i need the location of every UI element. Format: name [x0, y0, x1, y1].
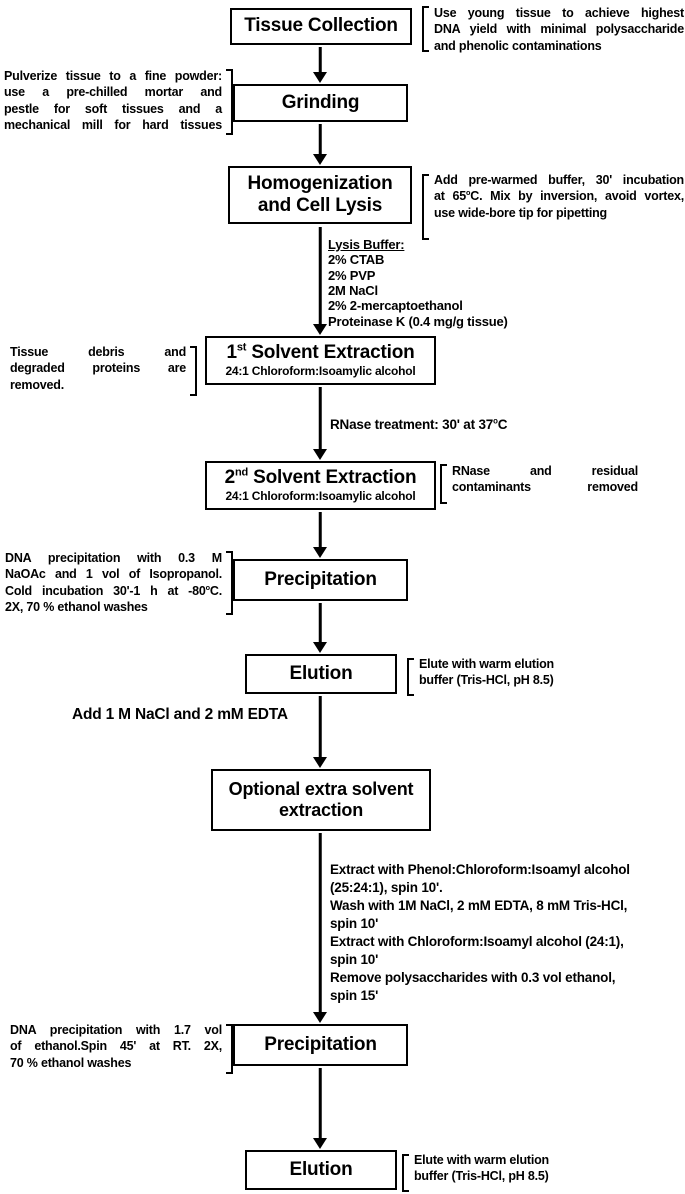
text-line: Elute with warm elution — [414, 1153, 549, 1167]
bracket-extraction1-note — [190, 346, 197, 396]
arrow-grinding-to-homogenization — [312, 124, 328, 165]
box-grinding — [233, 84, 408, 122]
text-line: spin 10' — [330, 951, 379, 967]
bracket-elution2-note — [402, 1154, 409, 1192]
arrow-elution1-to-optional-extraction — [312, 696, 328, 768]
box-title: Tissue Collection — [244, 15, 398, 37]
lysis-buffer-heading: Lysis Buffer: — [328, 237, 405, 252]
lysis-buffer-items — [328, 252, 508, 329]
text-line: mechanical mill for hard tissues — [4, 117, 222, 132]
box-precipitation-2 — [233, 1024, 408, 1066]
text-line: spin 15' — [330, 987, 379, 1003]
text-line: NaOAc and 1 vol of Isopropanol. — [5, 567, 222, 582]
text-line: Use young tissue to achieve highest — [434, 6, 684, 20]
text-line: Homogenization — [247, 172, 393, 194]
text-line: extraction — [278, 800, 364, 820]
box-precipitation-1 — [233, 559, 408, 601]
label-rnase-treatment: RNase treatment: 30' at 37$^o$C — [330, 416, 508, 432]
label-lysis-buffer — [328, 237, 508, 329]
text-line: DNA yield with minimal polysaccharide — [434, 22, 684, 37]
text-line: 2X, 70 % ethanol washes — [5, 599, 148, 614]
superscript-text: st — [236, 341, 247, 354]
box-title: Elution — [289, 662, 353, 684]
note-solvent-extraction-1 — [10, 344, 186, 393]
bracket-extraction2-note — [440, 464, 447, 504]
note-homogenization — [434, 172, 684, 221]
box-title: Precipitation — [264, 1033, 377, 1055]
text-line: removed. — [10, 377, 64, 392]
text-line: and phenolic contaminations — [434, 38, 602, 53]
box-subtitle: 24:1 Chloroform:Isoamylic alcohol — [225, 488, 416, 503]
text-line: Extract with Phenol:Chloroform:Isoamyl alcohol — [330, 862, 630, 877]
note-elution-1 — [419, 656, 629, 689]
superscript-text: nd — [235, 466, 249, 479]
text-line: Elute with warm elution — [419, 657, 554, 671]
text-line: buffer (Tris-HCl, pH 8.5) — [419, 673, 554, 688]
arrow-extraction2-to-precipitation1 — [312, 512, 328, 558]
bracket-precipitation1-note — [226, 551, 233, 615]
text-line: use a pre-chilled mortar and — [4, 85, 222, 100]
label-extraction-steps — [330, 861, 630, 1005]
box-subtitle: 24:1 Chloroform:Isoamylic alcohol — [225, 363, 416, 378]
text-line: Tissue debris and — [10, 345, 186, 359]
text-line: contaminants removed — [452, 480, 638, 495]
text-line: RNase and residual — [452, 464, 638, 478]
text-line: buffer (Tris-HCl, pH 8.5) — [414, 1169, 549, 1184]
text-line: Extract with Chloroform:Isoamyl alcohol (24:1), — [330, 933, 624, 949]
bracket-homogenization-note — [422, 174, 429, 240]
text-line: 2% CTAB — [328, 252, 385, 268]
text-line: spin 10' — [330, 915, 379, 931]
text-line: Add pre-warmed buffer, 30' incubation — [434, 173, 684, 187]
box-elution-2 — [245, 1150, 397, 1190]
box-tissue-collection — [230, 8, 412, 45]
text-line: 2% 2-mercaptoethanol — [328, 298, 463, 314]
note-precipitation-2 — [10, 1022, 222, 1071]
box-optional-extra-solvent-extraction — [211, 769, 431, 831]
box-title: 2nd Solvent Extraction — [224, 466, 417, 488]
box-elution-1 — [245, 654, 397, 694]
box-title: 1st Solvent Extraction — [226, 341, 415, 363]
bracket-grinding-note — [226, 69, 233, 135]
arrow-extraction1-to-extraction2 — [312, 387, 328, 460]
note-elution-2 — [414, 1152, 624, 1185]
box-title: Elution — [289, 1158, 353, 1180]
note-tissue-collection — [434, 5, 684, 54]
note-solvent-extraction-2 — [452, 463, 638, 496]
bracket-elution1-note — [407, 658, 414, 696]
text-line: pestle for soft tissues and a — [4, 101, 222, 116]
superscript-text: o — [493, 416, 498, 426]
arrow-precipitation1-to-elution1 — [312, 603, 328, 653]
text-line: use wide-bore tip for pipetting — [434, 205, 607, 220]
box-homogenization-cell-lysis — [228, 166, 412, 224]
text-line: Optional extra solvent — [228, 778, 414, 799]
box-title: Precipitation — [264, 568, 377, 590]
bracket-precipitation2-note — [226, 1024, 233, 1074]
arrow-optional-extraction-to-precipitation2 — [312, 833, 328, 1023]
text-line: 70 % ethanol washes — [10, 1055, 132, 1070]
text-line: Cold incubation 30'-1 h at -80$^o$C. — [5, 582, 222, 598]
label-nacl-edta: Add 1 M NaCl and 2 mM EDTA — [72, 706, 288, 723]
box-title: Grinding — [281, 91, 360, 113]
arrow-tissue-to-grinding — [312, 47, 328, 83]
arrow-precipitation2-to-elution2 — [312, 1068, 328, 1149]
superscript-text: o — [466, 188, 471, 198]
text-line: at 65$^o$C. Mix by inversion, avoid vortex, — [434, 188, 684, 204]
bracket-tissue-note — [422, 6, 429, 52]
text-line: 2% PVP — [328, 267, 376, 283]
text-line: Remove polysaccharides with 0.3 vol ethanol, — [330, 969, 616, 985]
text-line: of ethanol.Spin 45' at RT. 2X, — [10, 1039, 222, 1054]
text-line: Pulverize tissue to a fine powder: — [4, 69, 222, 83]
arrow-homogenization-to-extraction1 — [312, 227, 328, 335]
text-line: DNA precipitation with 1.7 vol — [10, 1023, 222, 1037]
text-line: DNA precipitation with 0.3 M — [5, 551, 222, 565]
text-line: degraded proteins are — [10, 361, 186, 376]
text-line: 2M NaCl — [328, 282, 378, 298]
text-line: and Cell Lysis — [257, 195, 383, 216]
text-line: Proteinase K (0.4 mg/g tissue) — [328, 313, 508, 329]
box-title — [229, 779, 414, 821]
note-precipitation-1 — [5, 550, 222, 615]
box-title — [248, 173, 393, 218]
box-first-solvent-extraction — [205, 336, 436, 385]
box-second-solvent-extraction — [205, 461, 436, 510]
superscript-text: o — [205, 582, 210, 592]
text-line: Wash with 1M NaCl, 2 mM EDTA, 8 mM Tris-HCl, — [330, 897, 628, 913]
note-grinding — [4, 68, 222, 133]
text-line: (25:24:1), spin 10'. — [330, 879, 443, 895]
